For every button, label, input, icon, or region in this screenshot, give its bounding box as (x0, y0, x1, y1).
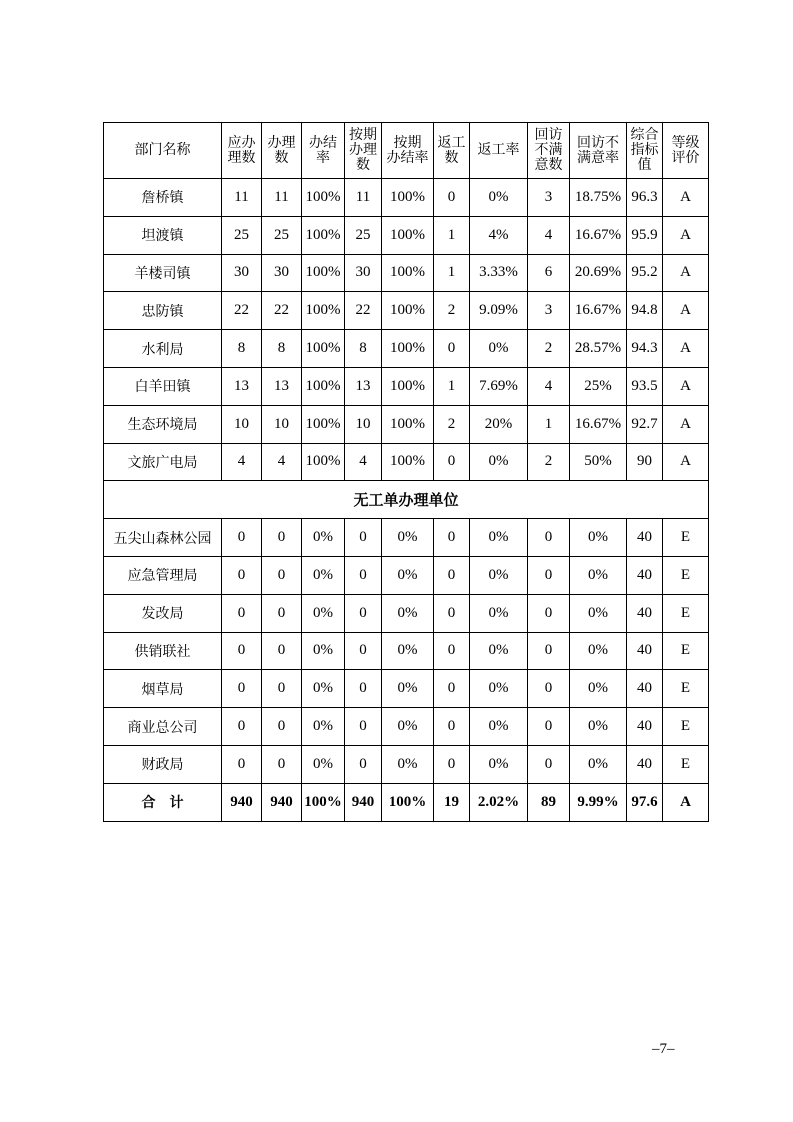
cell-composite-index: 94.8 (627, 292, 663, 330)
cell-grade: A (663, 216, 709, 254)
cell-ontime-rate: 100% (382, 254, 434, 292)
cell-dept-name: 詹桥镇 (104, 179, 222, 217)
cell-grade: A (663, 330, 709, 368)
cell-handled: 22 (262, 292, 302, 330)
cell-composite-index: 92.7 (627, 405, 663, 443)
cell-dissatisfied-count: 4 (528, 367, 570, 405)
cell-completion-rate: 0% (302, 745, 345, 783)
total-row (104, 783, 709, 821)
cell-rework-count: 1 (434, 254, 470, 292)
header-dissatisfied-count: 回访 不满 意数 (528, 123, 570, 179)
cell-should-handle: 8 (222, 330, 262, 368)
cell-ontime-rate: 0% (382, 519, 434, 557)
cell-rework-rate: 2.02% (470, 783, 528, 821)
cell-ontime-count: 10 (345, 405, 382, 443)
table-row (104, 216, 709, 254)
cell-dissatisfied-rate: 25% (570, 367, 627, 405)
cell-ontime-count: 0 (345, 745, 382, 783)
cell-ontime-count: 8 (345, 330, 382, 368)
header-grade: 等级 评价 (663, 123, 709, 179)
cell-rework-count: 0 (434, 179, 470, 217)
table-row (104, 745, 709, 783)
cell-dissatisfied-count: 3 (528, 292, 570, 330)
cell-handled: 30 (262, 254, 302, 292)
cell-rework-rate: 0% (470, 594, 528, 632)
cell-rework-count: 0 (434, 745, 470, 783)
cell-dissatisfied-count: 0 (528, 670, 570, 708)
cell-grade: A (663, 254, 709, 292)
table-row (104, 519, 709, 557)
cell-completion-rate: 0% (302, 594, 345, 632)
cell-rework-count: 0 (434, 632, 470, 670)
cell-dissatisfied-count: 3 (528, 179, 570, 217)
cell-ontime-rate: 100% (382, 367, 434, 405)
cell-should-handle: 0 (222, 556, 262, 594)
cell-rework-rate: 0% (470, 443, 528, 481)
cell-rework-count: 2 (434, 405, 470, 443)
cell-grade: A (663, 179, 709, 217)
cell-dissatisfied-count: 6 (528, 254, 570, 292)
table-row (104, 708, 709, 746)
cell-should-handle: 0 (222, 519, 262, 557)
cell-rework-rate: 3.33% (470, 254, 528, 292)
cell-handled: 0 (262, 556, 302, 594)
cell-rework-count: 2 (434, 292, 470, 330)
header-row (104, 123, 709, 179)
cell-grade: A (663, 367, 709, 405)
cell-dissatisfied-rate: 0% (570, 632, 627, 670)
cell-ontime-rate: 0% (382, 594, 434, 632)
cell-handled: 940 (262, 783, 302, 821)
cell-completion-rate: 100% (302, 254, 345, 292)
cell-dissatisfied-rate: 0% (570, 519, 627, 557)
cell-composite-index: 40 (627, 670, 663, 708)
cell-dissatisfied-rate: 50% (570, 443, 627, 481)
cell-rework-rate: 0% (470, 556, 528, 594)
cell-dissatisfied-rate: 18.75% (570, 179, 627, 217)
cell-ontime-rate: 100% (382, 330, 434, 368)
cell-composite-index: 90 (627, 443, 663, 481)
cell-dept-name: 财政局 (104, 745, 222, 783)
cell-rework-count: 0 (434, 670, 470, 708)
cell-ontime-count: 0 (345, 632, 382, 670)
header-ontime-count: 按期 办理 数 (345, 123, 382, 179)
cell-dept-name: 五尖山森林公园 (104, 519, 222, 557)
cell-completion-rate: 0% (302, 556, 345, 594)
cell-should-handle: 0 (222, 670, 262, 708)
cell-dissatisfied-count: 0 (528, 556, 570, 594)
cell-rework-count: 0 (434, 556, 470, 594)
cell-grade: A (663, 443, 709, 481)
cell-ontime-count: 25 (345, 216, 382, 254)
cell-dept-name: 商业总公司 (104, 708, 222, 746)
table-header (104, 123, 709, 179)
cell-completion-rate: 0% (302, 708, 345, 746)
cell-composite-index: 40 (627, 745, 663, 783)
cell-grade: E (663, 708, 709, 746)
cell-ontime-count: 0 (345, 708, 382, 746)
cell-dept-name: 羊楼司镇 (104, 254, 222, 292)
cell-completion-rate: 0% (302, 519, 345, 557)
statistics-table (103, 122, 709, 822)
cell-dept-name: 生态环境局 (104, 405, 222, 443)
cell-composite-index: 95.2 (627, 254, 663, 292)
section-divider (104, 481, 709, 519)
cell-rework-rate: 20% (470, 405, 528, 443)
cell-dissatisfied-rate: 9.99% (570, 783, 627, 821)
cell-should-handle: 30 (222, 254, 262, 292)
cell-dept-name: 白羊田镇 (104, 367, 222, 405)
cell-dissatisfied-count: 2 (528, 330, 570, 368)
cell-rework-count: 0 (434, 594, 470, 632)
cell-rework-rate: 4% (470, 216, 528, 254)
cell-completion-rate: 100% (302, 783, 345, 821)
cell-dissatisfied-rate: 0% (570, 708, 627, 746)
cell-handled: 13 (262, 367, 302, 405)
cell-ontime-count: 0 (345, 556, 382, 594)
header-handled: 办理 数 (262, 123, 302, 179)
cell-handled: 10 (262, 405, 302, 443)
cell-handled: 4 (262, 443, 302, 481)
cell-composite-index: 94.3 (627, 330, 663, 368)
cell-should-handle: 0 (222, 594, 262, 632)
header-composite-index: 综合 指标 值 (627, 123, 663, 179)
table-row (104, 556, 709, 594)
table-row (104, 405, 709, 443)
cell-ontime-count: 0 (345, 594, 382, 632)
cell-completion-rate: 100% (302, 443, 345, 481)
cell-ontime-rate: 0% (382, 632, 434, 670)
header-should-handle: 应办 理数 (222, 123, 262, 179)
cell-ontime-count: 11 (345, 179, 382, 217)
cell-dissatisfied-rate: 0% (570, 594, 627, 632)
cell-ontime-rate: 100% (382, 216, 434, 254)
table-row (104, 632, 709, 670)
cell-should-handle: 0 (222, 745, 262, 783)
cell-rework-count: 0 (434, 708, 470, 746)
table-row (104, 292, 709, 330)
cell-should-handle: 0 (222, 632, 262, 670)
cell-ontime-rate: 100% (382, 405, 434, 443)
cell-ontime-rate: 0% (382, 745, 434, 783)
cell-dept-name: 坦渡镇 (104, 216, 222, 254)
cell-dept-name: 水利局 (104, 330, 222, 368)
cell-dissatisfied-count: 89 (528, 783, 570, 821)
cell-should-handle: 13 (222, 367, 262, 405)
cell-grade: A (663, 783, 709, 821)
header-dissatisfied-rate: 回访不 满意率 (570, 123, 627, 179)
table-row (104, 594, 709, 632)
cell-composite-index: 40 (627, 594, 663, 632)
cell-grade: E (663, 670, 709, 708)
cell-dissatisfied-rate: 16.67% (570, 405, 627, 443)
cell-grade: E (663, 745, 709, 783)
cell-composite-index: 40 (627, 519, 663, 557)
table-row (104, 330, 709, 368)
header-rework-rate: 返工率 (470, 123, 528, 179)
cell-ontime-count: 0 (345, 519, 382, 557)
cell-composite-index: 40 (627, 632, 663, 670)
cell-handled: 0 (262, 594, 302, 632)
cell-rework-rate: 9.09% (470, 292, 528, 330)
cell-should-handle: 25 (222, 216, 262, 254)
cell-ontime-count: 4 (345, 443, 382, 481)
cell-completion-rate: 0% (302, 670, 345, 708)
cell-rework-rate: 0% (470, 670, 528, 708)
cell-rework-rate: 7.69% (470, 367, 528, 405)
header-completion-rate: 办结 率 (302, 123, 345, 179)
cell-handled: 0 (262, 708, 302, 746)
cell-rework-rate: 0% (470, 745, 528, 783)
cell-dissatisfied-count: 0 (528, 594, 570, 632)
cell-rework-rate: 0% (470, 519, 528, 557)
table-row (104, 367, 709, 405)
page-number: –7– (652, 1041, 675, 1057)
cell-completion-rate: 100% (302, 330, 345, 368)
cell-rework-count: 1 (434, 216, 470, 254)
cell-dissatisfied-rate: 16.67% (570, 292, 627, 330)
table-row (104, 443, 709, 481)
cell-handled: 8 (262, 330, 302, 368)
section-title: 无工单办理单位 (104, 481, 709, 519)
cell-grade: A (663, 292, 709, 330)
cell-dept-name: 发改局 (104, 594, 222, 632)
cell-composite-index: 96.3 (627, 179, 663, 217)
cell-composite-index: 93.5 (627, 367, 663, 405)
cell-should-handle: 10 (222, 405, 262, 443)
cell-dissatisfied-count: 0 (528, 519, 570, 557)
cell-ontime-count: 22 (345, 292, 382, 330)
cell-dissatisfied-rate: 0% (570, 556, 627, 594)
cell-rework-rate: 0% (470, 179, 528, 217)
cell-handled: 11 (262, 179, 302, 217)
cell-ontime-count: 0 (345, 670, 382, 708)
total-section (104, 783, 709, 821)
cell-dept-name: 应急管理局 (104, 556, 222, 594)
cell-rework-count: 19 (434, 783, 470, 821)
cell-ontime-rate: 0% (382, 670, 434, 708)
cell-rework-rate: 0% (470, 330, 528, 368)
cell-dept-name: 文旅广电局 (104, 443, 222, 481)
cell-ontime-rate: 0% (382, 556, 434, 594)
cell-grade: E (663, 519, 709, 557)
cell-dissatisfied-rate: 20.69% (570, 254, 627, 292)
cell-rework-rate: 0% (470, 708, 528, 746)
cell-should-handle: 4 (222, 443, 262, 481)
cell-dissatisfied-count: 4 (528, 216, 570, 254)
cell-dept-name: 合 计 (104, 783, 222, 821)
cell-completion-rate: 100% (302, 367, 345, 405)
cell-completion-rate: 100% (302, 292, 345, 330)
cell-dissatisfied-rate: 28.57% (570, 330, 627, 368)
cell-dissatisfied-count: 2 (528, 443, 570, 481)
cell-dissatisfied-rate: 16.67% (570, 216, 627, 254)
cell-completion-rate: 100% (302, 405, 345, 443)
cell-completion-rate: 100% (302, 179, 345, 217)
cell-dissatisfied-rate: 0% (570, 745, 627, 783)
table-row (104, 179, 709, 217)
cell-dissatisfied-count: 0 (528, 632, 570, 670)
cell-dissatisfied-count: 1 (528, 405, 570, 443)
cell-grade: A (663, 405, 709, 443)
cell-handled: 25 (262, 216, 302, 254)
cell-dept-name: 忠防镇 (104, 292, 222, 330)
section-row (104, 481, 709, 519)
cell-should-handle: 22 (222, 292, 262, 330)
header-rework-count: 返工 数 (434, 123, 470, 179)
cell-dissatisfied-rate: 0% (570, 670, 627, 708)
cell-dissatisfied-count: 0 (528, 745, 570, 783)
cell-ontime-rate: 0% (382, 708, 434, 746)
cell-composite-index: 95.9 (627, 216, 663, 254)
cell-ontime-rate: 100% (382, 443, 434, 481)
cell-ontime-rate: 100% (382, 179, 434, 217)
cell-handled: 0 (262, 519, 302, 557)
cell-grade: E (663, 556, 709, 594)
cell-composite-index: 97.6 (627, 783, 663, 821)
cell-handled: 0 (262, 670, 302, 708)
cell-should-handle: 0 (222, 708, 262, 746)
cell-ontime-count: 30 (345, 254, 382, 292)
cell-completion-rate: 0% (302, 632, 345, 670)
rows-with-orders (104, 179, 709, 481)
cell-rework-count: 1 (434, 367, 470, 405)
rows-without-orders (104, 519, 709, 784)
cell-composite-index: 40 (627, 708, 663, 746)
cell-ontime-count: 13 (345, 367, 382, 405)
cell-grade: E (663, 632, 709, 670)
cell-dept-name: 烟草局 (104, 670, 222, 708)
cell-handled: 0 (262, 745, 302, 783)
cell-grade: E (663, 594, 709, 632)
cell-rework-count: 0 (434, 519, 470, 557)
cell-should-handle: 11 (222, 179, 262, 217)
cell-rework-rate: 0% (470, 632, 528, 670)
cell-ontime-rate: 100% (382, 292, 434, 330)
cell-completion-rate: 100% (302, 216, 345, 254)
table-row (104, 254, 709, 292)
cell-should-handle: 940 (222, 783, 262, 821)
header-ontime-rate: 按期 办结率 (382, 123, 434, 179)
cell-ontime-count: 940 (345, 783, 382, 821)
cell-rework-count: 0 (434, 330, 470, 368)
cell-composite-index: 40 (627, 556, 663, 594)
table-row (104, 670, 709, 708)
header-dept: 部门名称 (104, 123, 222, 179)
cell-handled: 0 (262, 632, 302, 670)
cell-dept-name: 供销联社 (104, 632, 222, 670)
cell-dissatisfied-count: 0 (528, 708, 570, 746)
cell-rework-count: 0 (434, 443, 470, 481)
cell-ontime-rate: 100% (382, 783, 434, 821)
